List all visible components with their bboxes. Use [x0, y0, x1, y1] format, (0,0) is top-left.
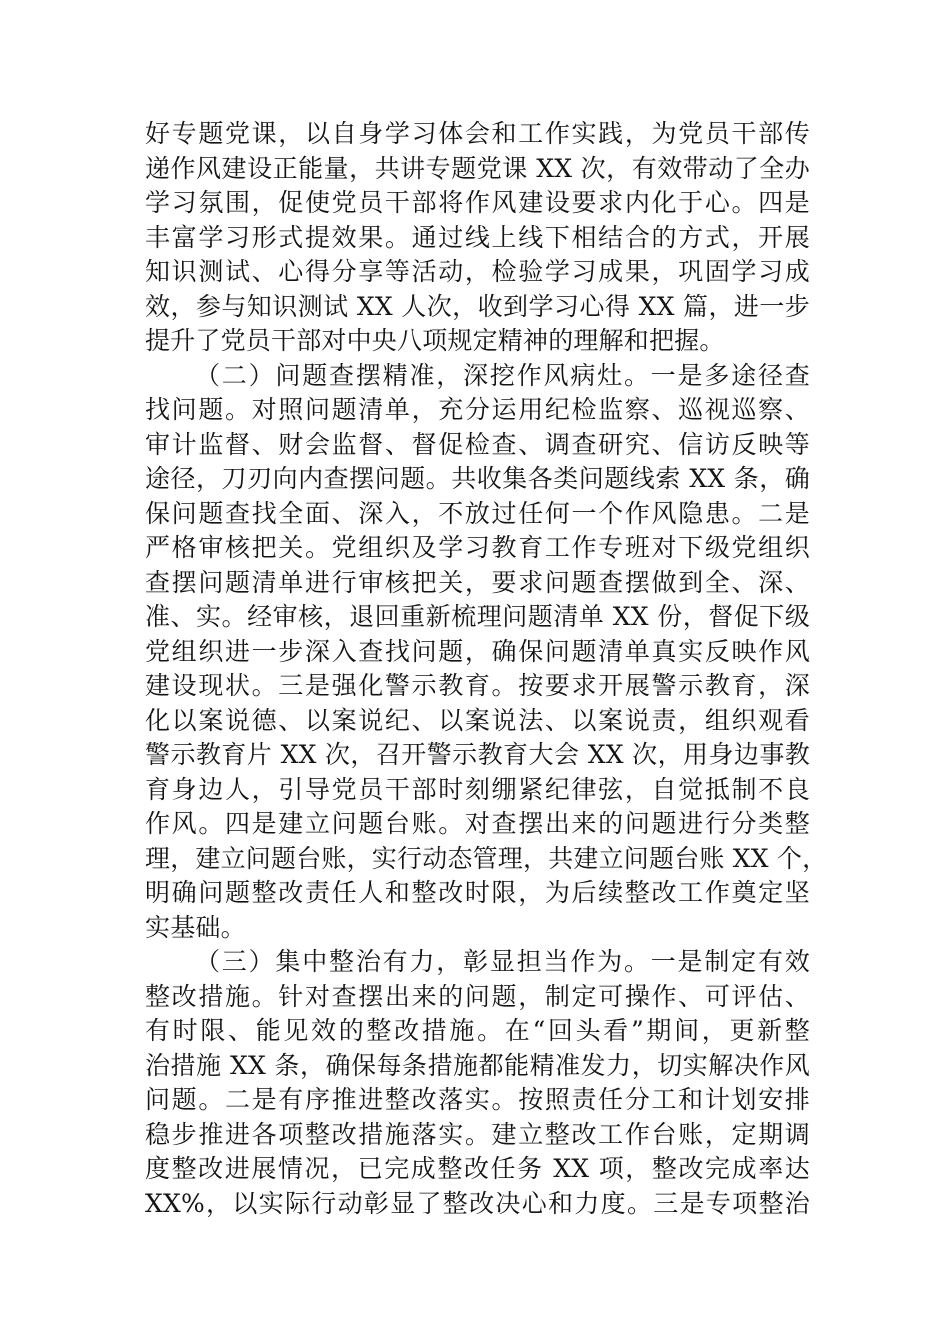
text-line: 准、实。经审核，退回重新梳理问题清单 XX 份，督促下级 — [145, 602, 810, 631]
text-line: 提升了党员干部对中央八项规定精神的理解和把握。 — [145, 326, 725, 355]
text-line: 审计监督、财会监督、督促检查、调查研究、信访反映等 — [145, 429, 810, 459]
section-heading-line: （三）集中整治有力，彰显担当作为。一是制定有效 — [195, 947, 810, 976]
text-line: 知识测试、心得分享等活动，检验学习成果，巩固学习成 — [145, 257, 810, 286]
section-heading-line: （二）问题查摆精准，深挖作风病灶。一是多途径查 — [195, 360, 810, 390]
text-line: 问题。二是有序推进整改落实。按照责任分工和计划安排 — [145, 1085, 810, 1114]
text-line: 育身边人，引导党员干部时刻绷紧纪律弦，自觉抵制不良 — [145, 774, 810, 804]
text-line: 整改措施。针对查摆出来的问题，制定可操作、可评估、 — [145, 981, 810, 1011]
text-line: 警示教育片 XX 次，召开警示教育大会 XX 次，用身边事教 — [145, 740, 810, 769]
text-line: 效，参与知识测试 XX 人次，收到学习心得 XX 篇，进一步 — [145, 291, 810, 321]
text-line: 治措施 XX 条，确保每条措施都能精准发力，切实解决作风 — [145, 1050, 810, 1080]
text-line: 有时限、能见效的整改措施。在“回头看”期间，更新整 — [145, 1016, 810, 1045]
text-line: 严格审核把关。党组织及学习教育工作专班对下级党组织 — [145, 533, 810, 562]
text-line: 建设现状。三是强化警示教育。按要求开展警示教育，深 — [145, 671, 810, 700]
text-line: 递作风建设正能量，共讲专题党课 XX 次，有效带动了全办 — [145, 153, 810, 183]
text-line: 丰富学习形式提效果。通过线上线下相结合的方式，开展 — [145, 222, 810, 252]
text-line: XX%，以实际行动彰显了整改决心和力度。三是专项整治 — [145, 1188, 810, 1218]
text-line: 查摆问题清单进行审核把关，要求问题查摆做到全、深、 — [145, 567, 810, 597]
text-line: 途径，刀刃向内查摆问题。共收集各类问题线索 XX 条，确 — [145, 464, 810, 493]
text-line: 找问题。对照问题清单，充分运用纪检监察、巡视巡察、 — [145, 395, 810, 424]
document-body — [145, 117, 828, 1221]
text-line: 理，建立问题台账，实行动态管理，共建立问题台账 XX 个， — [145, 843, 828, 873]
text-line: 学习氛围，促使党员干部将作风建设要求内化于心。四是 — [145, 188, 810, 217]
text-line: 实基础。 — [145, 912, 246, 942]
text-line: 稳步推进各项整改措施落实。建立整改工作台账，定期调 — [145, 1119, 810, 1149]
text-line: 党组织进一步深入查找问题，确保问题清单真实反映作风 — [145, 636, 810, 666]
text-line: 保问题查找全面、深入，不放过任何一个作风隐患。二是 — [145, 498, 810, 528]
text-line: 化以案说德、以案说纪、以案说法、以案说责，组织观看 — [145, 705, 810, 735]
text-line: 明确问题整改责任人和整改时限，为后续整改工作奠定坚 — [145, 878, 810, 907]
text-line: 好专题党课，以自身学习体会和工作实践，为党员干部传 — [145, 119, 810, 148]
text-line: 度整改进展情况，已完成整改任务 XX 项，整改完成率达 — [145, 1154, 810, 1183]
text-line: 作风。四是建立问题台账。对查摆出来的问题进行分类整 — [145, 809, 810, 838]
